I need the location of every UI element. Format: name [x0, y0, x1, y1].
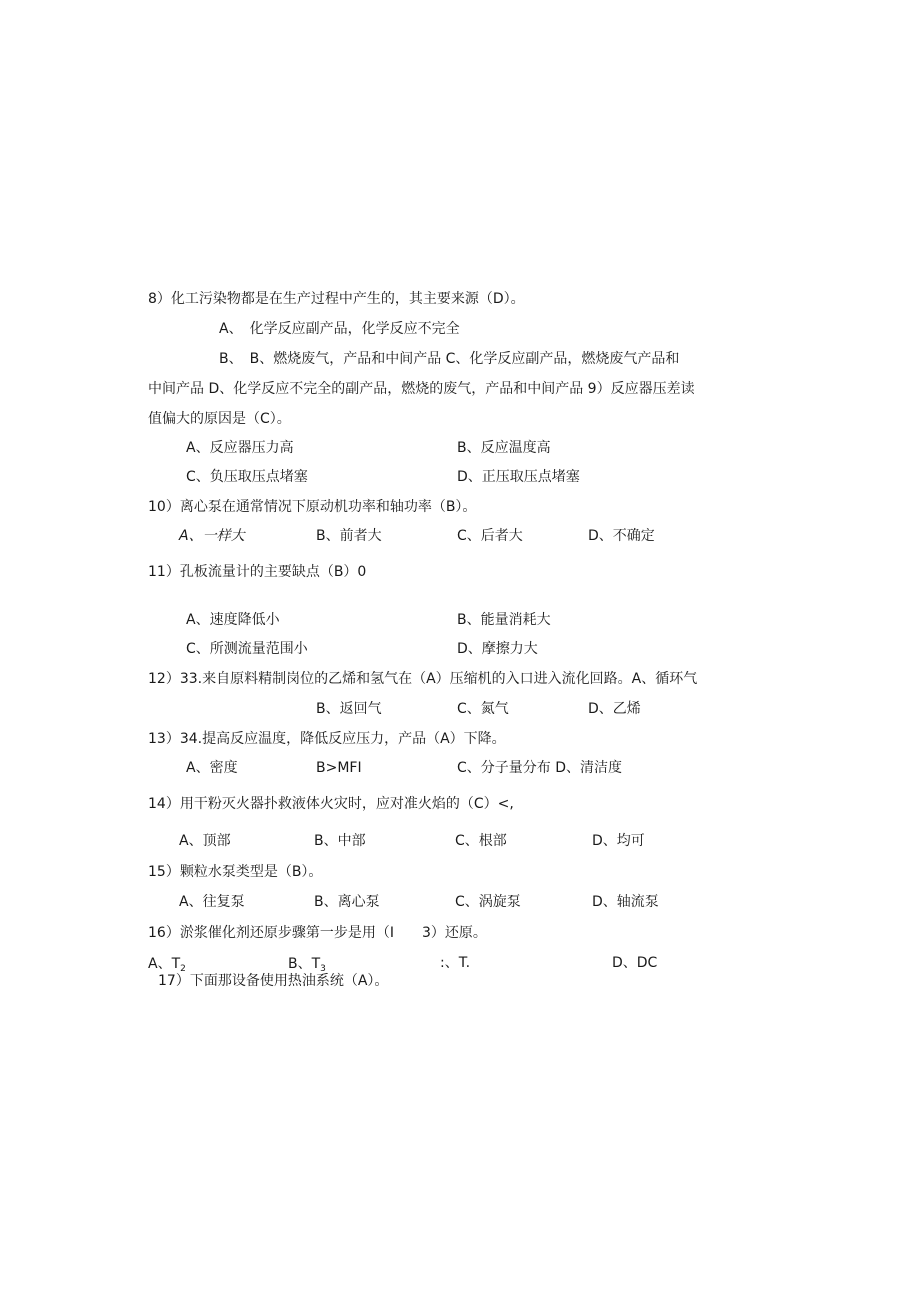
question-14-stem: 14）用干粉灭火器扑救液体火灾时，应对准火焰的（C）<, [148, 796, 514, 812]
question-8-option-b-line-2: 中间产品 D、化学反应不完全的副产品，燃烧的废气，产品和中间产品 9）反应器压差读 [148, 381, 695, 397]
question-8-option-a: A、 化学反应副产品，化学反应不完全 [219, 321, 460, 337]
question-13-option-b: B>MFI [316, 760, 362, 776]
question-8-option-b-line-1: B、 B、燃烧废气，产品和中间产品 C、化学反应副产品，燃烧废气产品和 [219, 351, 680, 367]
question-11-option-b: B、能量消耗大 [457, 612, 551, 628]
question-15-option-c: C、涡旋泵 [455, 894, 521, 910]
question-11-option-c: C、所测流量范围小 [186, 641, 308, 657]
question-16-option-c: :、T. [440, 955, 471, 971]
question-15-stem: 15）颗粒水泵类型是（B）。 [148, 864, 323, 880]
question-11-option-d: D、摩擦力大 [457, 641, 538, 657]
question-9-option-c: C、负压取压点堵塞 [186, 469, 308, 485]
question-11-stem: 11）孔板流量计的主要缺点（B）0 [148, 564, 367, 580]
question-14-option-b: B、中部 [314, 833, 366, 849]
question-16-option-d: D、DC [612, 955, 658, 971]
question-15-option-a: A、往复泵 [179, 894, 245, 910]
question-14-option-c: C、根部 [455, 833, 507, 849]
question-14-option-d: D、均可 [592, 833, 645, 849]
question-9-option-a: A、反应器压力高 [186, 440, 294, 456]
question-13-stem: 13）34.提高反应温度，降低反应压力，产品（A）下降。 [148, 731, 506, 747]
question-9-option-d: D、正压取压点堵塞 [457, 469, 580, 485]
question-10-option-a: A、一样大 [179, 528, 245, 544]
question-9-stem-tail: 值偏大的原因是（C）。 [148, 411, 291, 427]
question-13-option-a: A、密度 [186, 760, 238, 776]
question-12-option-b: B、返回气 [316, 701, 382, 717]
question-16-option-b: B、$T_3$ [288, 956, 326, 974]
question-15-option-d: D、轴流泵 [592, 894, 659, 910]
question-10-option-d: D、不确定 [588, 528, 655, 544]
question-16-option-a: A、$T_2$ [148, 956, 186, 974]
question-10-stem: 10）离心泵在通常情况下原动机功率和轴功率（B）。 [148, 499, 477, 515]
question-12-stem: 12）33.来自原料精制岗位的乙烯和氢气在（A）压缩机的入口进入流化回路。A、循环气 [148, 671, 698, 687]
question-16-stem: 16）淤浆催化剂还原步骤第一步是用（I 3）还原。 [148, 925, 487, 941]
question-9-option-b: B、反应温度高 [457, 440, 551, 456]
question-10-option-c: C、后者大 [457, 528, 523, 544]
question-10-option-b: B、前者大 [316, 528, 382, 544]
question-17-stem: 17）下面那设备使用热油系统（A）。 [158, 973, 389, 989]
question-12-option-d: D、乙烯 [588, 701, 641, 717]
question-11-option-a: A、速度降低小 [186, 612, 280, 628]
question-14-option-a: A、顶部 [179, 833, 231, 849]
question-12-option-c: C、氮气 [457, 701, 509, 717]
question-15-option-b: B、离心泵 [314, 894, 380, 910]
question-13-option-c-d: C、分子量分布 D、清洁度 [457, 760, 623, 776]
question-8-stem: 8）化工污染物都是在生产过程中产生的，其主要来源（D）。 [148, 291, 525, 307]
